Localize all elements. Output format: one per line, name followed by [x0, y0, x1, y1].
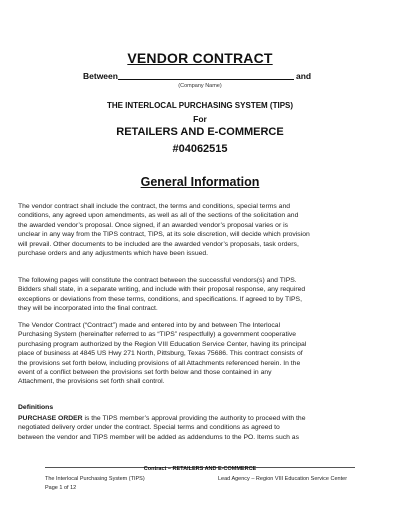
paragraph-line: purchase orders and any adjustments which have been issued. [18, 250, 209, 258]
paragraph-line: they will be incorporated into the final contract. [18, 305, 158, 313]
paragraph-line: negotiated delivery order under the contract. Special terms and conditions as agreed to [18, 424, 280, 432]
paragraph-line: the awarded vendor’s proposal. Once signed, if an awarded vendor’s proposal varies or is [18, 221, 289, 229]
for-label: For [193, 114, 207, 124]
paragraph-line: The following pages will constitute the contract between the successful vendors(s) and TIPS. [18, 277, 297, 284]
document-title: VENDOR CONTRACT [127, 50, 273, 66]
paragraph-line: unclear in any way from the TIPS contract, TIPS, at its sole discretion, will decide which provision [18, 231, 310, 239]
between-label: Between [83, 71, 118, 81]
section-heading [0, 175, 400, 189]
footer-organization: The Interlocal Purchasing System (TIPS) [45, 476, 145, 482]
definition-term: PURCHASE ORDER [18, 415, 83, 422]
footer-contract-title: Contract – RETAILERS AND E-COMMERCE [143, 466, 257, 472]
definition-purchase-order [18, 414, 384, 442]
paragraph-line: The Vendor Contract (“Contract”) made and entered into by and between The Interlocal [18, 322, 281, 329]
contract-category: RETAILERS AND E-COMMERCE [116, 126, 284, 138]
paragraph-line [18, 414, 384, 423]
paragraph-line: Purchasing System (hereinafter referred to as “TIPS” respectfully) a government cooperative [18, 331, 297, 339]
paragraph-line: Attachment, the provisions set forth shall control. [18, 378, 165, 386]
footer-page-number: Page 1 of 12 [45, 485, 77, 491]
contract-number: #04062515 [172, 143, 228, 155]
paragraph-line: between the vendor and TIPS member will be added as addendums to the PO. Items such as [18, 433, 299, 441]
paragraph-line: event of a conflict between the provisions set forth below and those contained in any [18, 369, 272, 377]
paragraph-line: the provisions set forth below, including provisions of all Attachments referenced herein. In the [18, 359, 301, 367]
company-name-line [118, 79, 294, 80]
company-name-caption: (Company Name) [178, 83, 222, 89]
definitions-heading: Definitions [18, 404, 54, 411]
paragraph-1 [18, 202, 384, 258]
paragraph-line: conditions, any agreed upon amendments, as well as all of the sections of the solicitation and [18, 212, 299, 220]
paragraph-line: The vendor contract shall include the contract, the terms and conditions, special terms and [18, 203, 291, 210]
footer-lead-agency: Lead Agency – Region VIII Education Service Center [218, 476, 348, 482]
paragraph-line: purchasing program authorized by the Region VIII Education Service Center, having its principal [18, 340, 307, 348]
paragraph-line: will prevail. Other documents to be included are the awarded vendor’s proposals, task orders, [18, 240, 299, 248]
paragraph-line: exceptions or deviations from these terms, conditions, and specifications. If agreed to by TIPS, [18, 295, 302, 303]
program-name: THE INTERLOCAL PURCHASING SYSTEM (TIPS) [106, 101, 294, 110]
paragraph-2 [18, 276, 384, 314]
paragraph-line: place of business at 4845 US Hwy 271 North, Pittsburg, Texas 75686. This contract consists of [18, 350, 303, 358]
paragraph-3 [18, 321, 384, 387]
and-label: and [296, 71, 312, 81]
section-heading-text: General Information [140, 175, 260, 189]
paragraph-line: Bidders shall state, in a separate writing, and include with their proposal response, any required [18, 286, 306, 294]
definition-text: is the TIPS member’s approval providing the authority to proceed with the [82, 415, 306, 422]
